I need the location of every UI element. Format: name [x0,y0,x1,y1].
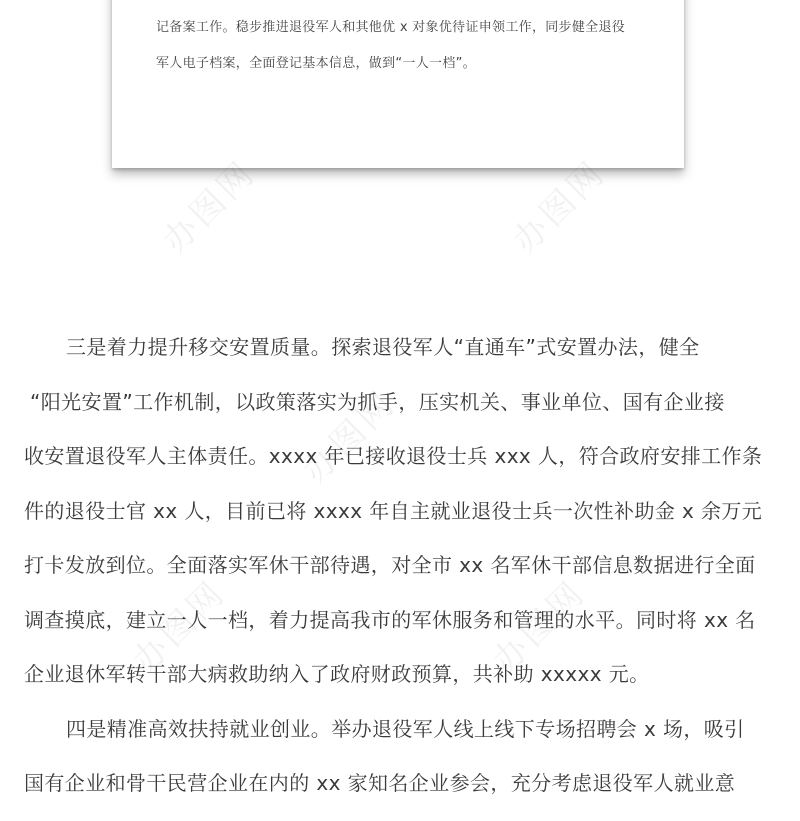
paragraph-line: 企业退休军转干部大病救助纳入了政府财政预算，共补助 xxxxx 元。 [24,662,650,686]
card-text-line-1: 记备案工作。稳步推进退役军人和其他优 x 对象优待证申领工作，同步健全退役 [156,20,626,35]
watermark: 办图网 [125,572,234,682]
card-text-line-2: 军人电子档案，全面登记基本信息，做到“一人一档”。 [156,56,476,71]
document-body [24,330,776,821]
paragraph-line: 调查摸底，建立一人一档，着力提高我市的军休服务和管理的水平。同时将 xx 名 [24,607,756,632]
document-card [112,0,684,168]
watermark: 办图网 [485,572,594,682]
paragraph-line: 件的退役士官 xx 人，目前已将 xxxx 年自主就业退役士兵一次性补助金 x 余万元 [24,498,763,523]
watermark: 办图网 [295,382,404,492]
watermark: 办图网 [505,152,614,262]
paragraph-line: 收安置退役军人主体责任。xxxx 年已接收退役士兵 xxx 人，符合政府安排工作条 [24,444,763,468]
paragraph-line: 四是精准高效扶持就业创业。举办退役军人线上线下专场招聘会 x 场，吸引 [66,716,745,741]
watermark: 办图网 [155,152,264,262]
paragraph-line: 打卡发放到位。全面落实军休干部待遇，对全市 xx 名军休干部信息数据进行全面 [24,553,756,577]
paragraph-line: “阳光安置”工作机制，以政策落实为抓手，压实机关、事业单位、国有企业接 [30,389,725,414]
paragraph-line: 国有企业和骨干民营企业在内的 xx 家知名企业参会，充分考虑退役军人就业意 [24,771,736,795]
paragraph-line: 三是着力提升移交安置质量。探索退役军人“直通车”式安置办法，健全 [66,335,700,359]
